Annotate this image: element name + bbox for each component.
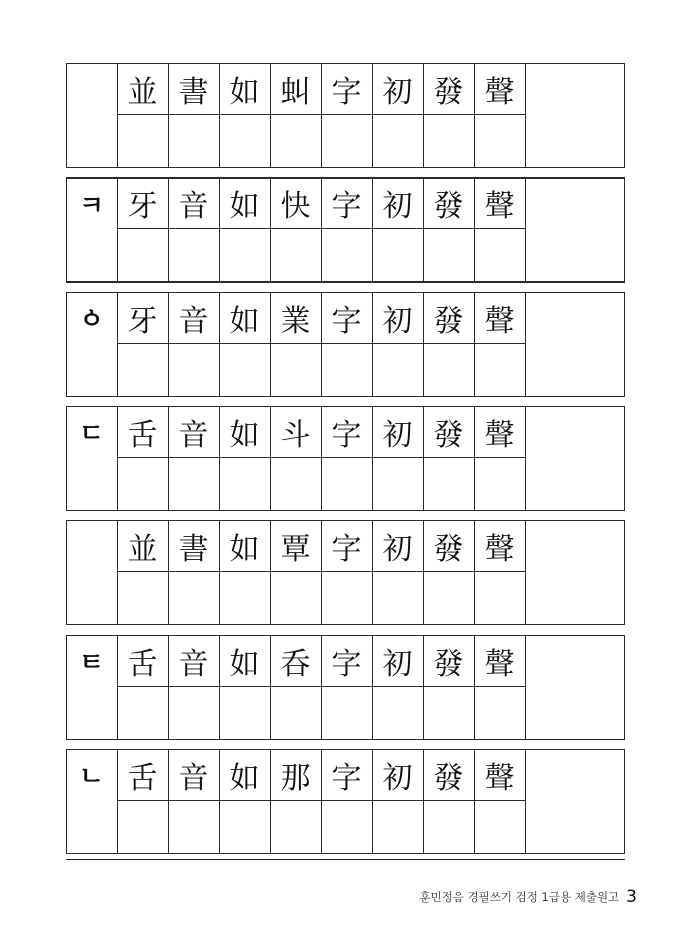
page-number: 3 bbox=[626, 887, 637, 907]
outer-right-border bbox=[624, 635, 625, 739]
practice-cell[interactable] bbox=[373, 115, 423, 166]
model-character: 音 bbox=[178, 189, 209, 225]
practice-cell[interactable] bbox=[220, 687, 270, 738]
practice-cell[interactable] bbox=[67, 572, 117, 623]
model-character: 初 bbox=[382, 417, 413, 453]
practice-cell[interactable] bbox=[424, 458, 474, 509]
practice-cell[interactable] bbox=[424, 115, 474, 166]
practice-cell[interactable] bbox=[271, 344, 321, 395]
model-character: 初 bbox=[382, 303, 413, 339]
model-character: 初 bbox=[382, 75, 413, 110]
model-character: 發 bbox=[433, 303, 464, 339]
practice-cell[interactable] bbox=[220, 801, 270, 852]
practice-cell[interactable] bbox=[322, 801, 372, 852]
outer-right-border bbox=[624, 520, 625, 624]
column-divider bbox=[525, 635, 526, 739]
page-footer bbox=[419, 886, 637, 908]
outer-right-border bbox=[624, 406, 625, 510]
practice-cell[interactable] bbox=[67, 687, 117, 738]
jamo-letter: ㄷ bbox=[78, 419, 105, 450]
model-character: 字 bbox=[331, 532, 362, 568]
model-character: 業 bbox=[280, 303, 311, 339]
jamo-letter: ㅋ bbox=[78, 190, 105, 221]
section-bottom-border bbox=[66, 396, 625, 397]
practice-cell[interactable] bbox=[118, 229, 168, 280]
jamo-letter: ㆁ bbox=[78, 305, 105, 336]
practice-cell[interactable] bbox=[67, 115, 117, 166]
model-character: 舌 bbox=[127, 760, 158, 796]
section-bottom-border bbox=[66, 510, 625, 511]
outer-right-border bbox=[624, 63, 625, 167]
practice-cell[interactable] bbox=[271, 229, 321, 280]
footer-title: 훈민정음 경필쓰기 검정 1급용 제출원고 bbox=[419, 890, 620, 904]
model-character: 牙 bbox=[127, 303, 158, 339]
model-character: 如 bbox=[229, 532, 260, 568]
practice-cell[interactable] bbox=[271, 458, 321, 509]
practice-cell[interactable] bbox=[475, 687, 525, 738]
section-bottom-border bbox=[66, 853, 625, 854]
model-character: 如 bbox=[229, 417, 260, 453]
outer-right-border bbox=[624, 177, 625, 281]
model-character: 音 bbox=[178, 303, 209, 339]
practice-cell[interactable] bbox=[475, 229, 525, 280]
section-bottom-border bbox=[66, 281, 625, 282]
practice-cell[interactable] bbox=[169, 229, 219, 280]
model-character: 初 bbox=[382, 532, 413, 568]
practice-cell[interactable] bbox=[424, 687, 474, 738]
model-character: 字 bbox=[331, 646, 362, 682]
outer-right-border bbox=[624, 749, 625, 853]
practice-cell[interactable] bbox=[169, 801, 219, 852]
practice-cell[interactable] bbox=[475, 344, 525, 395]
practice-cell[interactable] bbox=[118, 344, 168, 395]
practice-cell[interactable] bbox=[373, 344, 423, 395]
practice-cell[interactable] bbox=[67, 229, 117, 280]
model-character: 發 bbox=[433, 417, 464, 453]
model-character: 聲 bbox=[484, 189, 515, 225]
model-character: 音 bbox=[178, 646, 209, 682]
jamo-letter: ㅌ bbox=[78, 648, 105, 678]
practice-cell[interactable] bbox=[118, 572, 168, 623]
practice-cell[interactable] bbox=[373, 458, 423, 509]
model-character: 初 bbox=[382, 760, 413, 796]
model-character: 聲 bbox=[484, 75, 515, 110]
model-character: 呑 bbox=[280, 646, 311, 682]
model-character: 發 bbox=[433, 532, 464, 568]
jamo-letter: ㄴ bbox=[78, 762, 105, 793]
outer-right-border bbox=[624, 292, 625, 396]
model-character: 舌 bbox=[127, 417, 158, 453]
practice-cell[interactable] bbox=[322, 572, 372, 623]
model-character: 牙 bbox=[127, 189, 158, 225]
model-character: 聲 bbox=[484, 646, 515, 682]
model-character: 發 bbox=[433, 646, 464, 682]
practice-cell[interactable] bbox=[169, 115, 219, 166]
practice-cell[interactable] bbox=[220, 115, 270, 166]
practice-cell[interactable] bbox=[475, 572, 525, 623]
practice-cell[interactable] bbox=[373, 229, 423, 280]
model-character: 音 bbox=[178, 417, 209, 453]
model-character: 並 bbox=[127, 75, 158, 110]
practice-cell[interactable] bbox=[322, 115, 372, 166]
practice-cell[interactable] bbox=[169, 344, 219, 395]
practice-cell[interactable] bbox=[373, 572, 423, 623]
practice-cell[interactable] bbox=[220, 572, 270, 623]
model-character: 斗 bbox=[280, 417, 311, 453]
model-character: 書 bbox=[178, 532, 209, 568]
practice-cell[interactable] bbox=[322, 687, 372, 738]
model-character: 發 bbox=[433, 75, 464, 110]
practice-cell[interactable] bbox=[118, 115, 168, 166]
column-divider bbox=[525, 292, 526, 396]
model-character: 字 bbox=[331, 189, 362, 225]
model-character: 如 bbox=[229, 303, 260, 339]
practice-cell[interactable] bbox=[424, 801, 474, 852]
model-character: 如 bbox=[229, 760, 260, 796]
model-character: 初 bbox=[382, 189, 413, 225]
practice-cell[interactable] bbox=[322, 344, 372, 395]
practice-cell[interactable] bbox=[271, 687, 321, 738]
model-character: 並 bbox=[127, 532, 158, 568]
model-character: 快 bbox=[280, 189, 311, 225]
practice-cell[interactable] bbox=[271, 115, 321, 166]
practice-cell[interactable] bbox=[67, 801, 117, 852]
practice-cell[interactable] bbox=[220, 229, 270, 280]
model-character: 那 bbox=[280, 760, 311, 796]
model-character: 初 bbox=[382, 646, 413, 682]
practice-cell[interactable] bbox=[322, 229, 372, 280]
model-character: 字 bbox=[331, 417, 362, 453]
practice-cell[interactable] bbox=[220, 458, 270, 509]
model-character: 舌 bbox=[127, 646, 158, 682]
section-bottom-border bbox=[66, 624, 625, 625]
practice-cell[interactable] bbox=[424, 229, 474, 280]
model-character: 聲 bbox=[484, 303, 515, 339]
model-character: 書 bbox=[178, 75, 209, 110]
column-divider bbox=[525, 520, 526, 624]
practice-cell[interactable] bbox=[271, 572, 321, 623]
model-character: 如 bbox=[229, 75, 260, 110]
practice-cell[interactable] bbox=[322, 458, 372, 509]
column-divider bbox=[525, 406, 526, 510]
practice-cell[interactable] bbox=[424, 572, 474, 623]
model-character: 字 bbox=[331, 760, 362, 796]
practice-cell[interactable] bbox=[118, 458, 168, 509]
practice-cell[interactable] bbox=[67, 458, 117, 509]
section-bottom-border bbox=[66, 167, 625, 168]
model-character: 聲 bbox=[484, 760, 515, 796]
model-character: 覃 bbox=[280, 532, 311, 568]
model-character: 如 bbox=[229, 646, 260, 682]
practice-cell[interactable] bbox=[118, 801, 168, 852]
model-character: 字 bbox=[331, 75, 362, 110]
practice-cell[interactable] bbox=[220, 344, 270, 395]
grid-bottom-border bbox=[66, 859, 625, 860]
practice-cell[interactable] bbox=[475, 801, 525, 852]
practice-cell[interactable] bbox=[373, 687, 423, 738]
practice-cell[interactable] bbox=[169, 572, 219, 623]
model-character: 發 bbox=[433, 760, 464, 796]
model-character: 虯 bbox=[280, 75, 311, 110]
model-character: 如 bbox=[229, 189, 260, 225]
practice-cell[interactable] bbox=[169, 687, 219, 738]
model-character: 音 bbox=[178, 760, 209, 796]
model-character: 聲 bbox=[484, 417, 515, 453]
section-bottom-border bbox=[66, 739, 625, 740]
practice-cell[interactable] bbox=[424, 344, 474, 395]
column-divider bbox=[525, 63, 526, 167]
practice-cell[interactable] bbox=[169, 458, 219, 509]
practice-cell[interactable] bbox=[118, 687, 168, 738]
column-divider bbox=[525, 177, 526, 281]
practice-cell[interactable] bbox=[373, 801, 423, 852]
practice-cell[interactable] bbox=[67, 344, 117, 395]
practice-cell[interactable] bbox=[271, 801, 321, 852]
practice-cell[interactable] bbox=[475, 115, 525, 166]
model-character: 字 bbox=[331, 303, 362, 339]
model-character: 聲 bbox=[484, 532, 515, 568]
practice-cell[interactable] bbox=[475, 458, 525, 509]
model-character: 發 bbox=[433, 189, 464, 225]
column-divider bbox=[525, 749, 526, 853]
